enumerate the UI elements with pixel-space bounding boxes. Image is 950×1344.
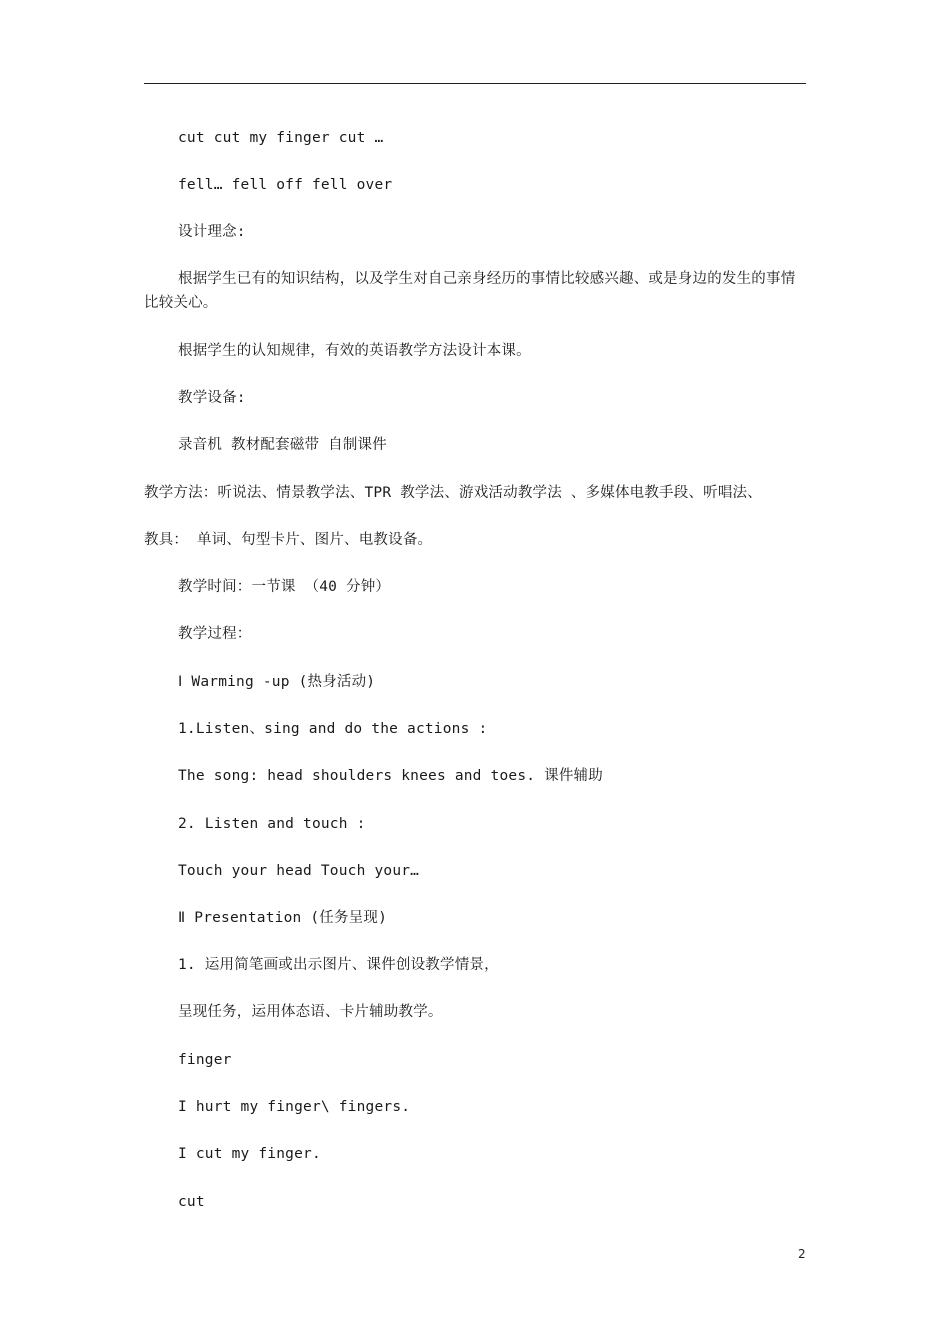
text-line: cut — [178, 1194, 205, 1210]
text-line: 教学时间：一节课 （40 分钟） — [178, 579, 391, 595]
section-heading: Ⅰ Warming -up (热身活动) — [178, 674, 376, 690]
paragraph: 根据学生已有的知识结构，以及学生对自己亲身经历的事情比较感兴趣、或是身边的发生的事情比较关心。 — [144, 271, 796, 311]
text-line: finger — [178, 1052, 232, 1068]
section-heading: 设计理念: — [178, 224, 246, 240]
text-line: 根据学生的认知规律，有效的英语教学方法设计本课。 — [178, 343, 531, 359]
text-line: 2. Listen and touch : — [178, 816, 366, 832]
section-heading: 教学过程： — [178, 626, 252, 642]
text-line: Touch your head Touch your… — [178, 863, 420, 879]
section-heading: 教学设备: — [178, 390, 246, 406]
header-rule — [144, 83, 806, 84]
text-line: I hurt my finger\ fingers. — [178, 1099, 411, 1115]
text-line: 教学方法：听说法、情景教学法、TPR 教学法、游戏活动教学法 、多媒体电教手段、听唱法、 — [144, 485, 762, 501]
text-line: I cut my finger. — [178, 1146, 321, 1162]
text-line: 呈现任务，运用体态语、卡片辅助教学。 — [178, 1004, 443, 1020]
text-line: 录音机 教材配套磁带 自制课件 — [178, 437, 387, 453]
text-line: cut cut my finger cut … — [178, 130, 384, 146]
text-line: 教具： 单词、句型卡片、图片、电教设备。 — [144, 532, 433, 548]
text-line: The song: head shoulders knees and toes. 课件辅助 — [178, 768, 603, 784]
section-heading: Ⅱ Presentation (任务呈现) — [178, 910, 388, 926]
text-line: 1.Listen、sing and do the actions : — [178, 721, 488, 737]
text-line: 1. 运用简笔画或出示图片、课件创设教学情景， — [178, 957, 499, 973]
page-number: 2 — [798, 1247, 806, 1261]
text-line: fell… fell off fell over — [178, 177, 393, 193]
